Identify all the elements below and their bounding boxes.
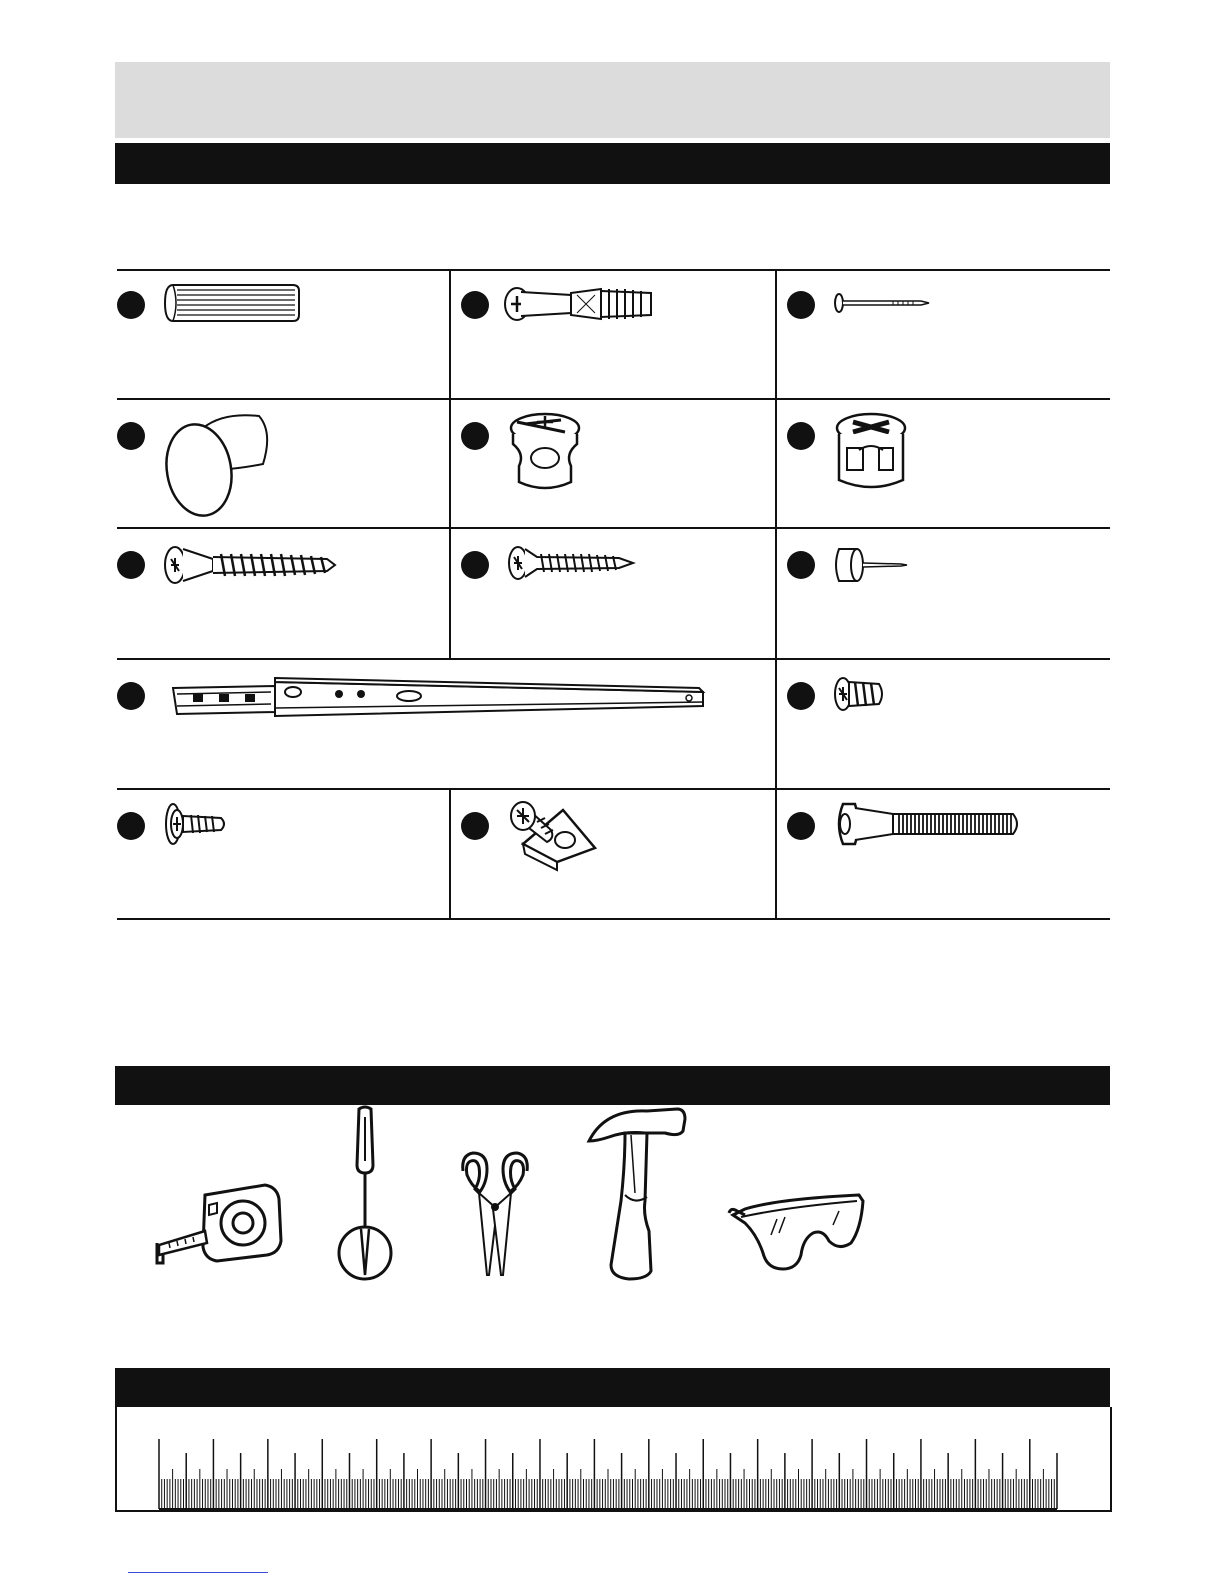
wooden-dowel-icon [163, 281, 303, 325]
cam-lock-icon [507, 410, 583, 494]
grid-line [775, 269, 777, 920]
fitting-number-badge [461, 422, 489, 450]
tools-area [115, 1105, 1110, 1305]
grid-line [449, 269, 451, 658]
fitting-cell [787, 269, 1109, 397]
euro-screw-icon [833, 674, 889, 714]
fitting-number-badge [787, 812, 815, 840]
ruler-scale [117, 1407, 1110, 1510]
fitting-cell [117, 400, 447, 525]
wood-screw-icon [507, 543, 637, 583]
fitting-cell [787, 529, 1109, 656]
fitting-cell [117, 529, 447, 656]
long-screw-icon [163, 543, 343, 587]
fitting-number-badge [461, 291, 489, 319]
safety-glasses-icon [727, 1189, 867, 1281]
cam-lock-alt-icon [833, 410, 909, 494]
header-band [115, 62, 1110, 138]
drawer-runner-icon [163, 670, 713, 726]
tape-measure-icon [155, 1179, 285, 1275]
fitting-number-badge [787, 551, 815, 579]
fitting-cell [117, 660, 773, 786]
grid-line [449, 788, 451, 920]
fittings-grid [117, 269, 1110, 920]
cam-bolt-icon [501, 279, 661, 329]
fitting-number-badge [787, 291, 815, 319]
measuring-ruler [115, 1407, 1112, 1512]
fitting-cell [787, 790, 1109, 916]
fitting-number-badge [461, 551, 489, 579]
fitting-number-badge [117, 422, 145, 450]
fitting-cell [787, 660, 1109, 786]
fitting-number-badge [117, 682, 145, 710]
fitting-cell [787, 400, 1109, 525]
fitting-cell [117, 269, 447, 397]
grid-line [117, 918, 1110, 920]
knob-icon [163, 408, 273, 520]
fitting-number-badge [117, 551, 145, 579]
fitting-number-badge [461, 812, 489, 840]
fitting-number-badge [117, 291, 145, 319]
fittings-section-bar [115, 143, 1110, 184]
corner-block-screw-icon [507, 798, 597, 874]
fitting-cell [461, 529, 773, 656]
fitting-number-badge [117, 812, 145, 840]
fitting-number-badge [787, 682, 815, 710]
fitting-cell [461, 400, 773, 525]
fitting-cell [461, 790, 773, 916]
footer-link-underline [128, 1572, 268, 1573]
flange-screw-icon [163, 800, 233, 848]
fitting-cell [461, 269, 773, 397]
tools-section-bar [115, 1066, 1110, 1105]
fitting-cell [117, 790, 447, 916]
scissors-icon [457, 1149, 533, 1279]
fitting-number-badge [787, 422, 815, 450]
connector-bolt-icon [833, 802, 1023, 846]
ruler-section-bar [115, 1368, 1110, 1407]
hammer-icon [585, 1105, 695, 1281]
glide-tack-icon [833, 547, 909, 583]
screwdriver-icon [333, 1105, 397, 1281]
panel-nail-icon [833, 291, 933, 315]
